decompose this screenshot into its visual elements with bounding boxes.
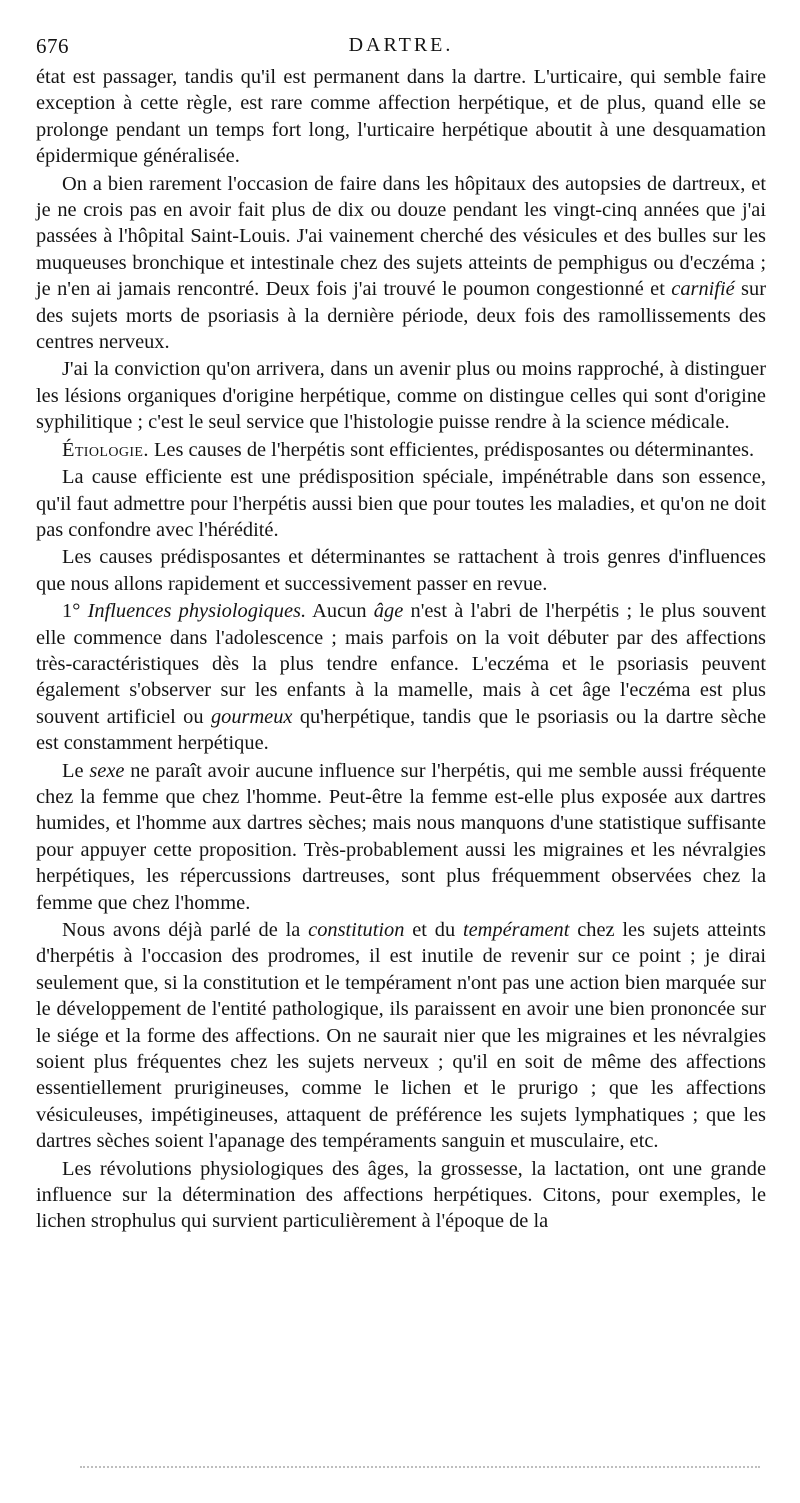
text-segment: Nous avons déjà parlé de la [62, 919, 309, 941]
italic-term: âge [373, 600, 404, 623]
text-segment: J'ai la conviction qu'on arrivera, dans un avenir plus ou moins rapproché, à distinguer les lésions organiques d'origine herpétique, comme on distingue celles qui sont d'origine syphilitique ; c'est le seul service que l'histologie puisse rendre à la science médicale. [36, 358, 766, 434]
paragraph [36, 1156, 766, 1235]
text-segment: ne paraît avoir aucune influence sur l'herpétis, qui me semble aussi fréquente chez la femme que chez l'homme. Peut-être la femme est-elle plus exposée aux dartres humides, et l'homme aux dartres sèches; mais nous manquons d'une statistique suffisante pour appuyer cette proposition. Très-probablement aussi les migraines et les névralgies herpétiques, les répercussions dartreuses, sont plus fréquemment observées chez la femme que chez l'homme. [36, 759, 766, 914]
paragraph [36, 437, 766, 463]
body-text [36, 64, 766, 1235]
paragraph [36, 464, 766, 543]
text-segment: chez les sujets atteints d'herpétis à l'occasion des prodromes, il est inutile de revenir sur ce point ; je dirai seulement que, si la constitution et le tempérament n'ont pas une action bien marquée sur le développement de l'entité pathologique, ils paraissent en avoir une bien prononcée sur le siége et la forme des affections. On ne saurait nier que les migraines et les névralgies soient plus fréquentes chez les sujets nerveux ; qu'il en soit de même des affections essentiellement prurigineuses, comme le lichen et le prurigo ; que les affections vésiculeuses, impétigineuses, attaquent de préférence les sujets lymphatiques ; que les dartres sèches soient l'apanage des tempéraments sanguin et musculaire, etc. [36, 919, 766, 1153]
section-heading: Étiologie. [62, 438, 149, 461]
text-segment: Les causes prédisposantes et déterminantes se rattachent à trois genres d'influences que nous allons rapidement et successivement passer en revue. [36, 546, 766, 595]
text-segment: n'est à l'abri de l'herpétis ; le plus souvent elle commence dans l'adolescence ; mais parfois on la voit débuter par des affections très-caractéristiques dès la plus tendre enfance. L'eczéma et le psoriasis peuvent également s'observer sur les enfants à la mamelle, mais à cet âge l'eczéma est plus souvent artificiel ou [36, 600, 766, 728]
text-segment: Le [62, 759, 90, 782]
paragraph [36, 171, 766, 356]
running-head: DARTRE. [348, 34, 454, 56]
text-segment: On a bien rarement l'occasion de faire dans les hôpitaux des autopsies de dartreux, et je ne crois pas en avoir fait plus de dix ou douze pendant les vingt-cinq années que j'ai passées à l'hôpital Saint-Louis. J'ai vainement cherché des vésicules et des bulles sur les muqueuses bronchique et intestinale chez des sujets atteints de pemphigus ou d'eczéma ; je n'en ai jamais rencontré. Deux fois j'ai trouvé le poumon congestionné et [36, 172, 766, 301]
italic-term: carnifié [671, 278, 735, 301]
italic-term: tempérament [462, 919, 570, 941]
paragraph [36, 598, 766, 756]
paragraph [36, 356, 766, 435]
text-segment: sur des sujets morts de psoriasis à la dernière période, deux fois des ramollissements des centres nerveux. [36, 278, 766, 354]
text-segment: et du [404, 919, 463, 941]
italic-term: Influences physiologiques. [87, 600, 307, 623]
text-segment: état est passager, tandis qu'il est permanent dans la dartre. L'urticaire, qui semble faire exception à cette règle, est rare comme affection herpétique, et de plus, quand elle se prolonge pendant un temps fort long, l'urticaire herpétique aboutit à une desquamation épidermique généralisée. [36, 66, 766, 168]
italic-term: constitution [308, 919, 405, 941]
text-segment: La cause efficiente est une prédisposition spéciale, impénétrable dans son essence, qu'il faut admettre pour l'herpétis aussi bien que pour toutes les maladies, et qu'on ne doit pas confondre avec l'hérédité. [36, 466, 766, 541]
paragraph [36, 64, 766, 170]
text-segment: qu'herpétique, tandis que le psoriasis ou la dartre sèche est constamment herpétique. [36, 705, 766, 755]
text-segment: Les causes de l'herpétis sont efficientes, prédisposantes ou déterminantes. [148, 438, 755, 461]
text-segment: Les révolutions physiologiques des âges, la grossesse, la lactation, ont une grande influence sur la détermination des affections herpétiques. Citons, pour exemples, le lichen strophulus qui survient particulièrement à l'époque de la [36, 1157, 766, 1233]
italic-term: sexe [89, 759, 125, 782]
page-number: 676 [36, 34, 69, 58]
page-header [36, 34, 766, 60]
text-segment: 1° [62, 600, 88, 623]
bottom-print-noise [80, 1466, 760, 1472]
paragraph [36, 544, 766, 597]
paragraph [36, 758, 766, 916]
paragraph [36, 917, 766, 1155]
italic-term: gourmeux [210, 705, 293, 728]
text-segment: Aucun [306, 600, 374, 623]
